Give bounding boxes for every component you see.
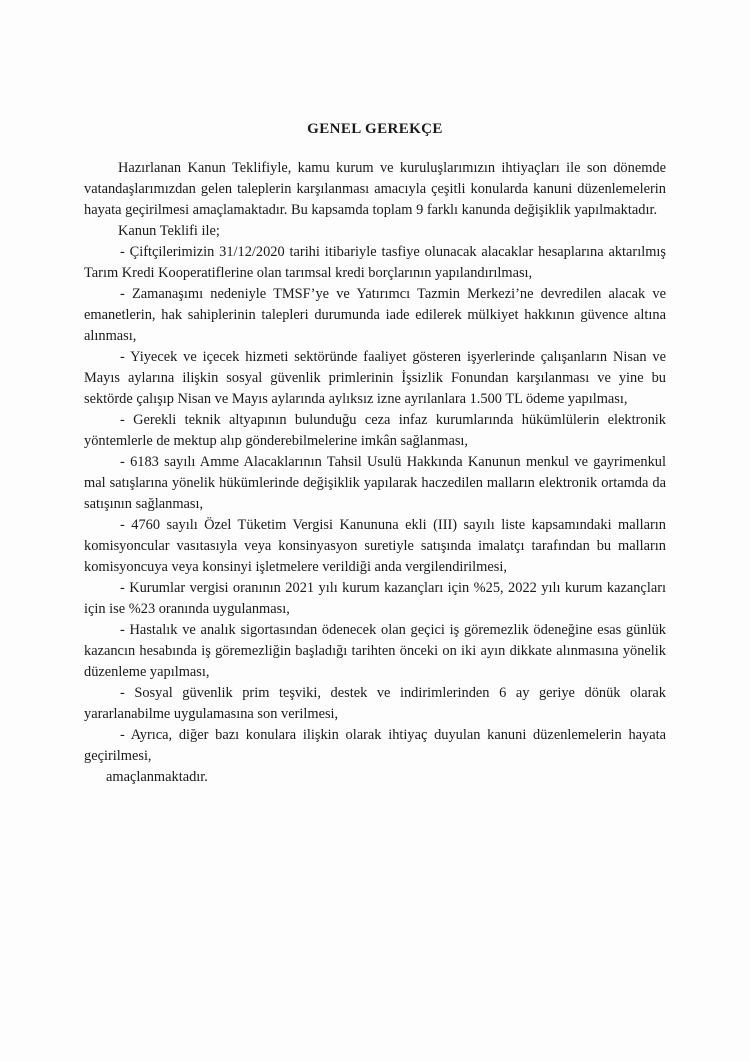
- list-item: - Yiyecek ve içecek hizmeti sektöründe faaliyet gösteren işyerlerinde çalışanların Nisan ve Mayıs aylarına ilişkin sosyal güvenlik primlerinin İşsizlik Fonundan karşılanması ve yine bu sektörde çalışıp Nisan ve Mayıs aylarında aylıksız izne ayrılanlara 1.500 TL ödeme yapılması,: [84, 349, 666, 407]
- list-item: - Hastalık ve analık sigortasından ödenecek olan geçici iş göremezlik ödeneğine esas günlük kazancın hesabında iş göremezliğin başladığı tarihten önceki on iki ayın dikkate alınmasına yönelik düzenleme yapılması,: [84, 622, 666, 680]
- list-item: - Ayrıca, diğer bazı konulara ilişkin olarak ihtiyaç duyulan kanuni düzenlemelerin hayata geçirilmesi,: [84, 727, 666, 764]
- document-title: GENEL GEREKÇE: [307, 121, 443, 137]
- list-item: - Kurumlar vergisi oranının 2021 yılı kurum kazançları için %25, 2022 yılı kurum kazançları için ise %23 oranında uygulanması,: [84, 580, 666, 617]
- list-item: - Çiftçilerimizin 31/12/2020 tarihi itibariyle tasfiye olunacak alacaklar hesaplarına aktarılmış Tarım Kredi Kooperatiflerine olan tarımsal kredi borçlarının yapılandırılması,: [84, 244, 666, 281]
- document-body: [84, 158, 666, 788]
- lead-in-line: Kanun Teklifi ile;: [118, 223, 220, 239]
- list-item: - 4760 sayılı Özel Tüketim Vergisi Kanununa ekli (III) sayılı liste kapsamındaki malların komisyoncular vasıtasıyla veya konsinyasyon suretiyle satışında imalatçı tarafından bu malların komisyoncuya veya konsinyi işletmelere verildiği anda vergilendirilmesi,: [84, 517, 666, 575]
- closing-line: amaçlanmaktadır.: [106, 769, 208, 785]
- list-item: - Sosyal güvenlik prim teşviki, destek ve indirimlerinden 6 ay geriye dönük olarak yararlanabilme uygulamasına son verilmesi,: [84, 685, 666, 722]
- intro-paragraph: Hazırlanan Kanun Teklifiyle, kamu kurum ve kuruluşlarımızın ihtiyaçları ile son dönemde vatandaşlarımızdan gelen taleplerin karşılanması amacıyla çeşitli konularda kanuni düzenlemelerin hayata geçirilmesi amaçlamaktadır. Bu kapsamda toplam 9 farklı kanunda değişiklik yapılmaktadır.: [84, 160, 666, 218]
- list-item: - Zamanaşımı nedeniyle TMSF’ye ve Yatırımcı Tazmin Merkezi’ne devredilen alacak ve emanetlerin, hak sahiplerinin talepleri durumunda iade edilerek mülkiyet hakkının güvence altına alınması,: [84, 286, 666, 344]
- list-item: - 6183 sayılı Amme Alacaklarının Tahsil Usulü Hakkında Kanunun menkul ve gayrimenkul mal satışlarına yönelik hükümlerinde değişiklik yapılarak haczedilen malların elektronik ortamda da satışının sağlanması,: [84, 454, 666, 512]
- list-item: - Gerekli teknik altyapının bulunduğu ceza infaz kurumlarında hükümlülerin elektronik yöntemlerle de mektup alıp gönderebilmelerine imkân sağlanması,: [84, 412, 666, 449]
